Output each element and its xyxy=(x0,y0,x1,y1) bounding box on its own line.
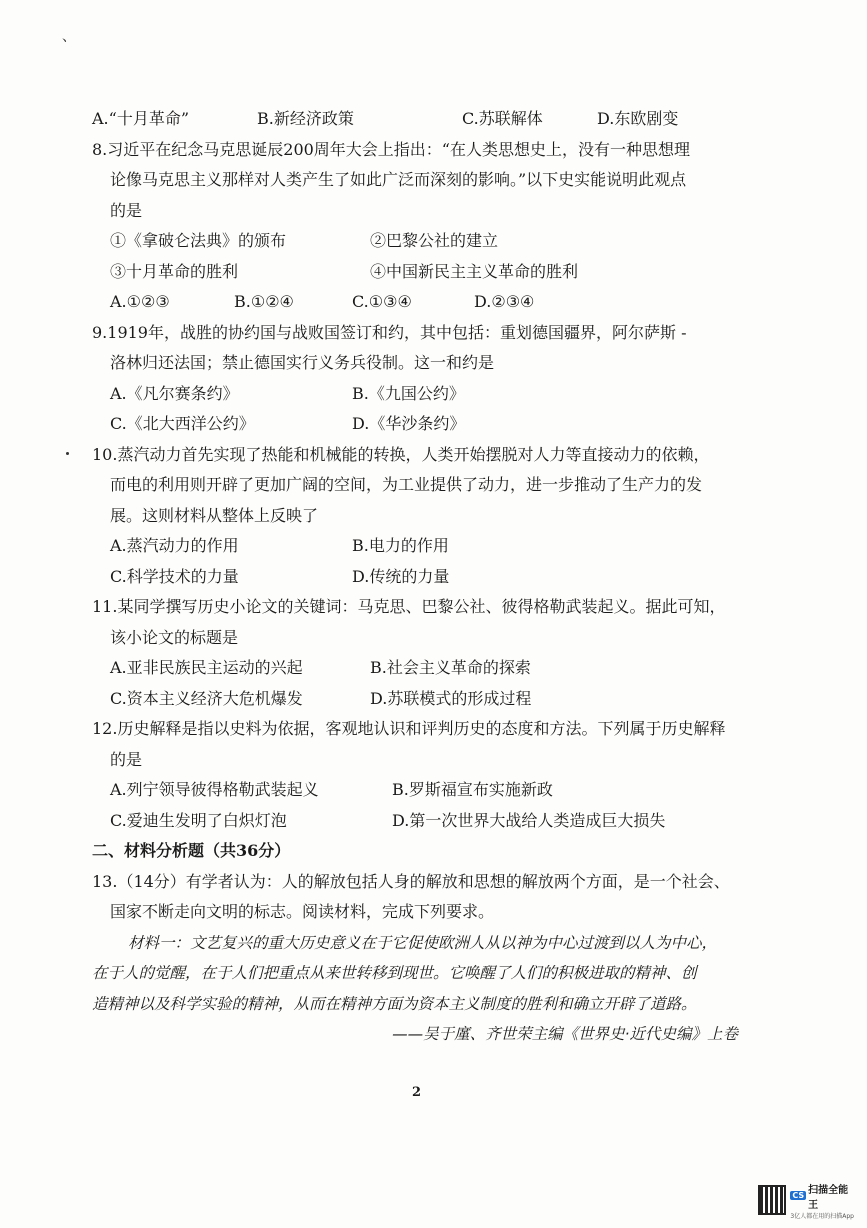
q10-option-c: C.科学技术的力量 xyxy=(110,566,239,586)
q11-stem-line-1: 11.某同学撰写历史小论文的关键词：马克思、巴黎公社、彼得格勒武装起义。据此可知， xyxy=(92,597,726,616)
q10-stem-line-3: 展。这则材料从整体上反映了 xyxy=(110,505,319,525)
q13-material-line-3: 造精神以及科学实验的精神，从而在精神方面为资本主义制度的胜利和确立开辟了道路。 xyxy=(92,994,697,1013)
q11-option-d: D.苏联模式的形成过程 xyxy=(370,688,532,708)
q12-stem-line-1: 12.历史解释是指以史料为依据，客观地认识和评判历史的态度和方法。下列属于历史解释 xyxy=(92,719,726,738)
q8-item-3: ③十月革命的胜利 xyxy=(110,261,239,281)
q13-material-line-1: 材料一：文艺复兴的重大历史意义在于它促使欧洲人从以神为中心过渡到以人为中心， xyxy=(128,933,718,952)
section-2-title: 二、材料分析题（共36分） xyxy=(92,841,291,860)
q13-material-source: ——吴于廑、齐世荣主编《世界史·近代史编》上卷 xyxy=(392,1025,738,1043)
q12-option-a: A.列宁领导彼得格勒武装起义 xyxy=(110,780,319,799)
scanner-badge-subtitle: 3亿人都在用的扫描App xyxy=(790,1212,854,1220)
stray-dot xyxy=(66,452,69,455)
q12-option-b: B.罗斯福宣布实施新政 xyxy=(392,780,553,799)
q7-option-c: C.苏联解体 xyxy=(462,109,543,128)
q9-option-d: D.《华沙条约》 xyxy=(352,414,466,433)
q11-options-row-2 xyxy=(92,684,752,715)
q10-stem-line-2: 而电的利用则开辟了更加广阔的空间，为工业提供了动力，进一步推动了生产力的发 xyxy=(110,475,703,494)
tick-mark: 、 xyxy=(62,29,76,45)
q7-option-d: D.东欧剧变 xyxy=(597,109,679,128)
q8-items-row-2 xyxy=(92,257,752,288)
q11-option-b: B.社会主义革命的探索 xyxy=(370,658,531,677)
q9-options-row-1 xyxy=(92,379,752,410)
q8-option-b: B.①②④ xyxy=(234,292,294,311)
q12-options-row-2 xyxy=(92,806,752,837)
q9-stem-line-1: 9.1919年，战胜的协约国与战败国签订和约，其中包括：重划德国疆界，阿尔萨斯 - xyxy=(92,322,687,342)
q11-option-a: A.亚非民族民主运动的兴起 xyxy=(110,658,303,677)
q7-option-b: B.新经济政策 xyxy=(257,109,354,128)
q8-item-1: ①《拿破仑法典》的颁布 xyxy=(110,231,287,250)
q9-option-a: A.《凡尔赛条约》 xyxy=(110,383,239,403)
q9-option-c: C.《北大西洋公约》 xyxy=(110,414,255,433)
q9-stem-line-2: 洛林归还法国；禁止德国实行义务兵役制。这一和约是 xyxy=(110,353,495,372)
q8-item-4: ④中国新民主主义革命的胜利 xyxy=(370,261,579,281)
page-number: 2 xyxy=(412,1085,422,1100)
q8-items-row-1 xyxy=(92,226,752,257)
scanner-badge-name: 扫描全能王 xyxy=(808,1184,849,1211)
q11-options-row-1 xyxy=(92,653,752,684)
q12-options-row-1 xyxy=(92,775,752,806)
q7-options xyxy=(92,104,752,135)
q12-option-c: C.爱迪生发明了白炽灯泡 xyxy=(110,810,287,830)
q8-stem-line-3: 的是 xyxy=(110,200,143,220)
scanner-badge-title xyxy=(790,1181,854,1211)
q12-stem-line-2: 的是 xyxy=(110,749,143,769)
q10-option-a: A.蒸汽动力的作用 xyxy=(110,536,239,555)
q10-option-b: B.电力的作用 xyxy=(352,536,449,555)
q8-item-2: ②巴黎公社的建立 xyxy=(370,231,499,250)
q8-stem-line-1: 8.习近平在纪念马克思诞辰200周年大会上指出：“在人类思想史上，没有一种思想理 xyxy=(92,139,690,159)
scanner-watermark xyxy=(758,1181,854,1219)
scanner-badge-text xyxy=(790,1181,854,1220)
q8-option-c: C.①③④ xyxy=(352,292,412,311)
q8-options xyxy=(92,287,752,318)
camscanner-logo-icon: CS xyxy=(792,1191,805,1200)
q13-stem-line-1: 13.（14分）有学者认为：人的解放包括人身的解放和思想的解放两个方面，是一个社会、 xyxy=(92,871,730,891)
q12-option-d: D.第一次世界大战给人类造成巨大损失 xyxy=(392,810,666,830)
q13-material-line-2: 在于人的觉醒，在于人们把重点从来世转移到现世。它唤醒了人们的积极进取的精神、创 xyxy=(92,964,697,982)
q7-option-a: A.“十月革命” xyxy=(92,109,190,128)
q10-option-d: D.传统的力量 xyxy=(352,566,450,586)
q10-options-row-2 xyxy=(92,562,752,593)
q13-stem-line-2: 国家不断走向文明的标志。阅读材料，完成下列要求。 xyxy=(110,902,495,921)
q11-option-c: C.资本主义经济大危机爆发 xyxy=(110,688,303,708)
q9-options-row-2 xyxy=(92,409,752,440)
q9-option-b: B.《九国公约》 xyxy=(352,383,465,403)
q8-stem-line-2: 论像马克思主义那样对人类产生了如此广泛而深刻的影响。”以下史实能说明此观点 xyxy=(110,170,687,189)
q11-stem-line-2: 该小论文的标题是 xyxy=(110,627,239,647)
qr-code-icon xyxy=(758,1185,786,1215)
q8-option-a: A.①②③ xyxy=(110,292,170,311)
q10-options-row-1 xyxy=(92,531,752,562)
question-content xyxy=(92,104,752,1050)
q8-option-d: D.②③④ xyxy=(474,292,535,311)
q10-stem-line-1: 10.蒸汽动力首先实现了热能和机械能的转换，人类开始摆脱对人力等直接动力的依赖， xyxy=(92,444,710,464)
